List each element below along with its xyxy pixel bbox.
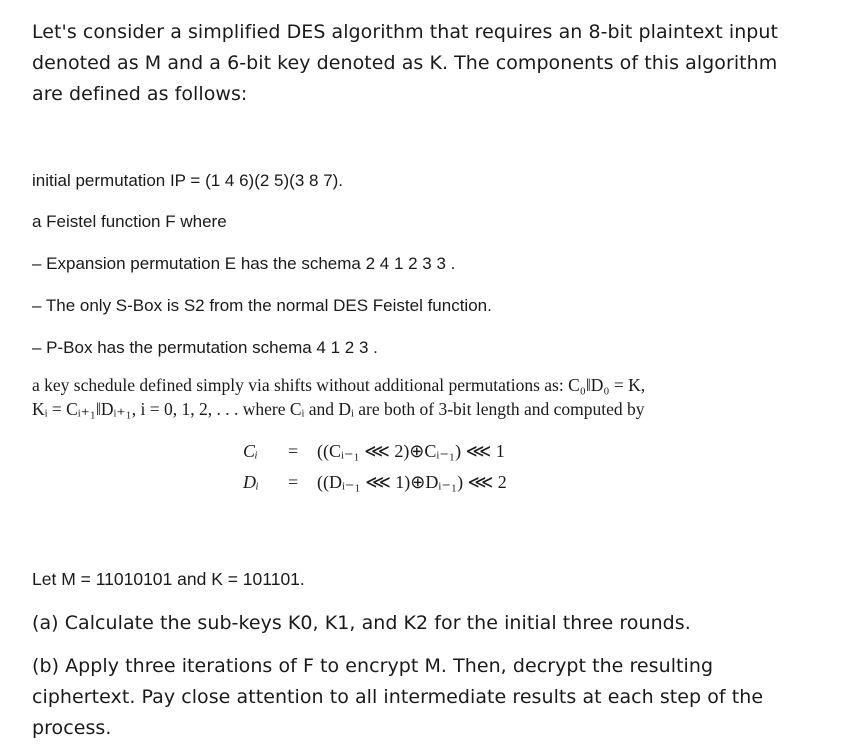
- part-b-question: (b) Apply three iterations of F to encrypt M. Then, decrypt the resulting ciphertext. Pay close attention to all intermediate results at each step of the process.: [32, 655, 764, 739]
- c-equation-equals: =: [288, 441, 299, 461]
- given-values-line: Let M = 11010101 and K = 101101.: [32, 569, 305, 589]
- key-schedule-line-2: Kᵢ = Cᵢ₊₁‖Dᵢ₊₁, i = 0, 1, 2, . . . where Cᵢ and Dᵢ are both of 3-bit length and computed by: [32, 399, 645, 419]
- d-equation-rhs: ((Dᵢ₋₁ ⋘ 1)⊕Dᵢ₋₁) ⋘ 2: [317, 472, 507, 492]
- part-a-question: (a) Calculate the sub-keys K0, K1, and K2 for the initial three rounds.: [32, 612, 691, 634]
- d-equation-equals: =: [288, 472, 299, 492]
- c-equation-rhs: ((Cᵢ₋₁ ⋘ 2)⊕Cᵢ₋₁) ⋘ 1: [317, 441, 505, 461]
- pbox-line: – P-Box has the permutation schema 4 1 2 3 .: [32, 338, 378, 357]
- d-equation: [243, 470, 563, 494]
- initial-permutation-line: initial permutation IP = (1 4 6)(2 5)(3 8 7).: [32, 171, 344, 190]
- d-equation-lhs: Dᵢ: [243, 472, 259, 492]
- intro-paragraph: Let's consider a simplified DES algorithm that requires an 8-bit plaintext input denoted as M and a 6-bit key denoted as K. The components of this algorithm are defined as follows:: [32, 21, 778, 105]
- feistel-function-line: a Feistel function F where: [32, 212, 227, 231]
- sbox-line: – The only S-Box is S2 from the normal DES Feistel function.: [32, 296, 492, 315]
- key-schedule-line-1: a key schedule defined simply via shifts without additional permutations as: C₀‖D₀ = K,: [32, 375, 646, 395]
- c-equation: [243, 439, 563, 463]
- c-equation-lhs: Cᵢ: [243, 441, 258, 461]
- expansion-permutation-line: – Expansion permutation E has the schema 2 4 1 2 3 3 .: [32, 254, 456, 273]
